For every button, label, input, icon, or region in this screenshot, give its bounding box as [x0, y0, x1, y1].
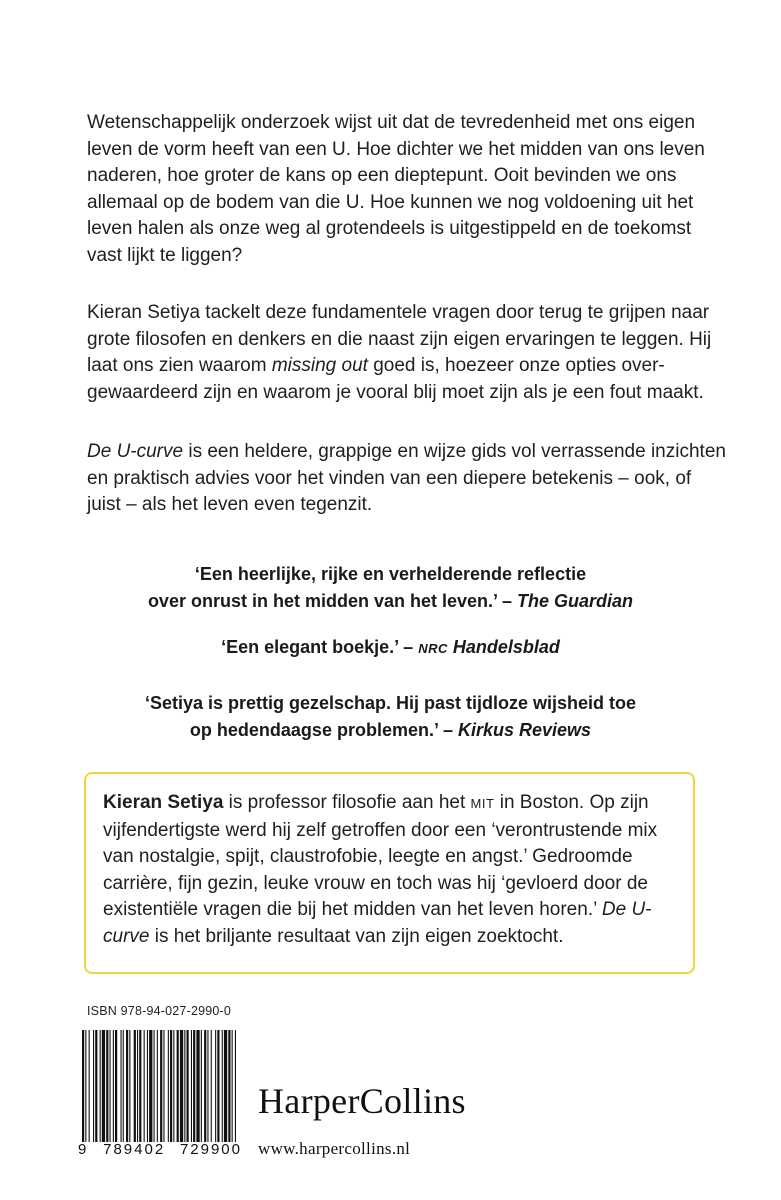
review-quote-3 [0, 690, 781, 743]
bio-mit: MIT [470, 796, 495, 811]
barcode-bar [173, 1030, 174, 1142]
barcode-bar [115, 1030, 117, 1142]
barcode-bar [184, 1030, 185, 1142]
blurb-text-2a: Kieran Setiya tackelt deze fundamentele vragen door terug te grijpen naar grote filosofen en denkers en die naast zijn eigen ervaringen te leggen. Hij laat ons zien waarom [87, 302, 712, 377]
blurb-text-1: Wetenschappelijk onderzoek wijst uit dat de tevredenheid met ons eigen leven de vorm heeft van een U. Hoe dichter we het midden van ons leven naderen, hoe groter de kans op een dieptepunt. Ooit bevinden we ons allemaal op de bodem van die U. Hoe kunnen we nog voldoening uit het leven halen als onze weg al grotendeels is uitgestippeld en de toekomst vast lijkt te liggen? [87, 112, 705, 266]
barcode-bar [193, 1030, 195, 1142]
barcode-digit-group: 729900 [179, 1141, 242, 1158]
barcode-bar [123, 1030, 124, 1142]
barcode-bar [177, 1030, 179, 1142]
quote-source: Kirkus Reviews [458, 719, 592, 740]
barcode-bar [129, 1030, 130, 1142]
barcode-bar [232, 1030, 233, 1142]
barcode-bar [191, 1030, 192, 1142]
quote-source: The Guardian [517, 590, 634, 611]
barcode-bar [100, 1030, 101, 1142]
barcode-bar [93, 1030, 94, 1142]
barcode-icon [82, 1030, 237, 1142]
barcode-bar [121, 1030, 122, 1142]
blurb-text-3: is een heldere, grappige en wijze gids vol verrassende inzichten en praktisch advies voor het vinden van een diepere betekenis – ook, of juist – als het leven even tegenzit. [87, 441, 726, 516]
author-bio [103, 790, 688, 951]
barcode-bar [154, 1030, 155, 1142]
bio-text: is het briljante resultaat van zijn eigen zoektocht. [149, 925, 564, 947]
barcode-bar [157, 1030, 158, 1142]
barcode-bar [217, 1030, 219, 1142]
barcode-bar [163, 1030, 164, 1142]
barcode-bar [215, 1030, 216, 1142]
quote-line: ‘Setiya is prettig gezelschap. Hij past tijdloze wijsheid toe [144, 693, 637, 713]
barcode-bar [196, 1030, 199, 1142]
barcode-bar [82, 1030, 84, 1142]
blurb-paragraph-1 [87, 110, 727, 270]
barcode-bar [222, 1030, 223, 1142]
barcode-bar [187, 1030, 189, 1142]
barcode-bar [110, 1030, 111, 1142]
review-quote-1 [0, 561, 781, 614]
barcode-bar [102, 1030, 105, 1142]
barcode-bar [126, 1030, 128, 1142]
quote-source-smallcaps: NRC [418, 641, 448, 656]
barcode-bar [170, 1030, 172, 1142]
quote-source: Handelsblad [447, 637, 560, 657]
barcode-bar [137, 1030, 138, 1142]
publisher-url: www.harpercollins.nl [258, 1139, 411, 1158]
barcode-bar [224, 1030, 227, 1142]
barcode-bar [95, 1030, 97, 1142]
publisher-logo: HarperCollins [258, 1081, 466, 1121]
barcode-bar [85, 1030, 86, 1142]
blurb-paragraph-3 [87, 439, 727, 519]
barcode-bar [144, 1030, 145, 1142]
barcode-bar [106, 1030, 108, 1142]
barcode-bar [134, 1030, 136, 1142]
bio-book-title: De U-curve [103, 899, 652, 947]
barcode-bar [160, 1030, 162, 1142]
quote-line: ‘Een elegant boekje.’ – [221, 637, 419, 657]
quote-line: ‘Een heerlijke, rijke en verhelderende reflectie [194, 564, 587, 584]
book-title-italic: De U-curve [87, 441, 184, 462]
barcode-bar [113, 1030, 114, 1142]
isbn-label: ISBN 978-94-027-2990-0 [87, 1004, 232, 1018]
barcode-bar [149, 1030, 152, 1142]
barcode-bar [201, 1030, 202, 1142]
barcode-bar [147, 1030, 148, 1142]
blurb-italic-phrase: missing out [271, 355, 368, 377]
barcode-bar [211, 1030, 212, 1142]
barcode-bar [204, 1030, 206, 1142]
barcode-digit-group: 9 [78, 1141, 89, 1158]
barcode-bar [89, 1030, 90, 1142]
barcode-digits [78, 1141, 242, 1158]
barcode-bar [228, 1030, 230, 1142]
barcode-bar [180, 1030, 183, 1142]
blurb-text-2b: goed is, hoezeer onze opties over-gewaardeerd zijn en waarom je vooral blij moet zijn als je een fout maakt. [87, 355, 704, 403]
bio-text: in Boston. Op zijn vijfendertigste werd hij zelf getroffen door een ‘verontrustende mix van nostalgie, spijt, claustrofobie, leegte en angst.’ Gedroomde carrière, fijn gezin, leuke vrouw en toch was hij ‘gevloerd door de existentiële vragen die bij het midden van het leven horen.’ [103, 792, 658, 921]
barcode-digit-group: 789402 [103, 1141, 166, 1158]
barcode-bar [139, 1030, 141, 1142]
quote-line: op hedendaagse problemen.’ – [189, 719, 458, 740]
blurb-paragraph-2 [87, 300, 727, 406]
review-quote-2 [0, 634, 781, 663]
barcode-bar [168, 1030, 169, 1142]
bio-text: is professor filosofie aan het [223, 792, 471, 813]
barcode-bar [207, 1030, 208, 1142]
author-name: Kieran Setiya [103, 792, 224, 813]
quote-line: over onrust in het midden van het leven.’ – [147, 590, 518, 611]
barcode-bar [235, 1030, 236, 1142]
